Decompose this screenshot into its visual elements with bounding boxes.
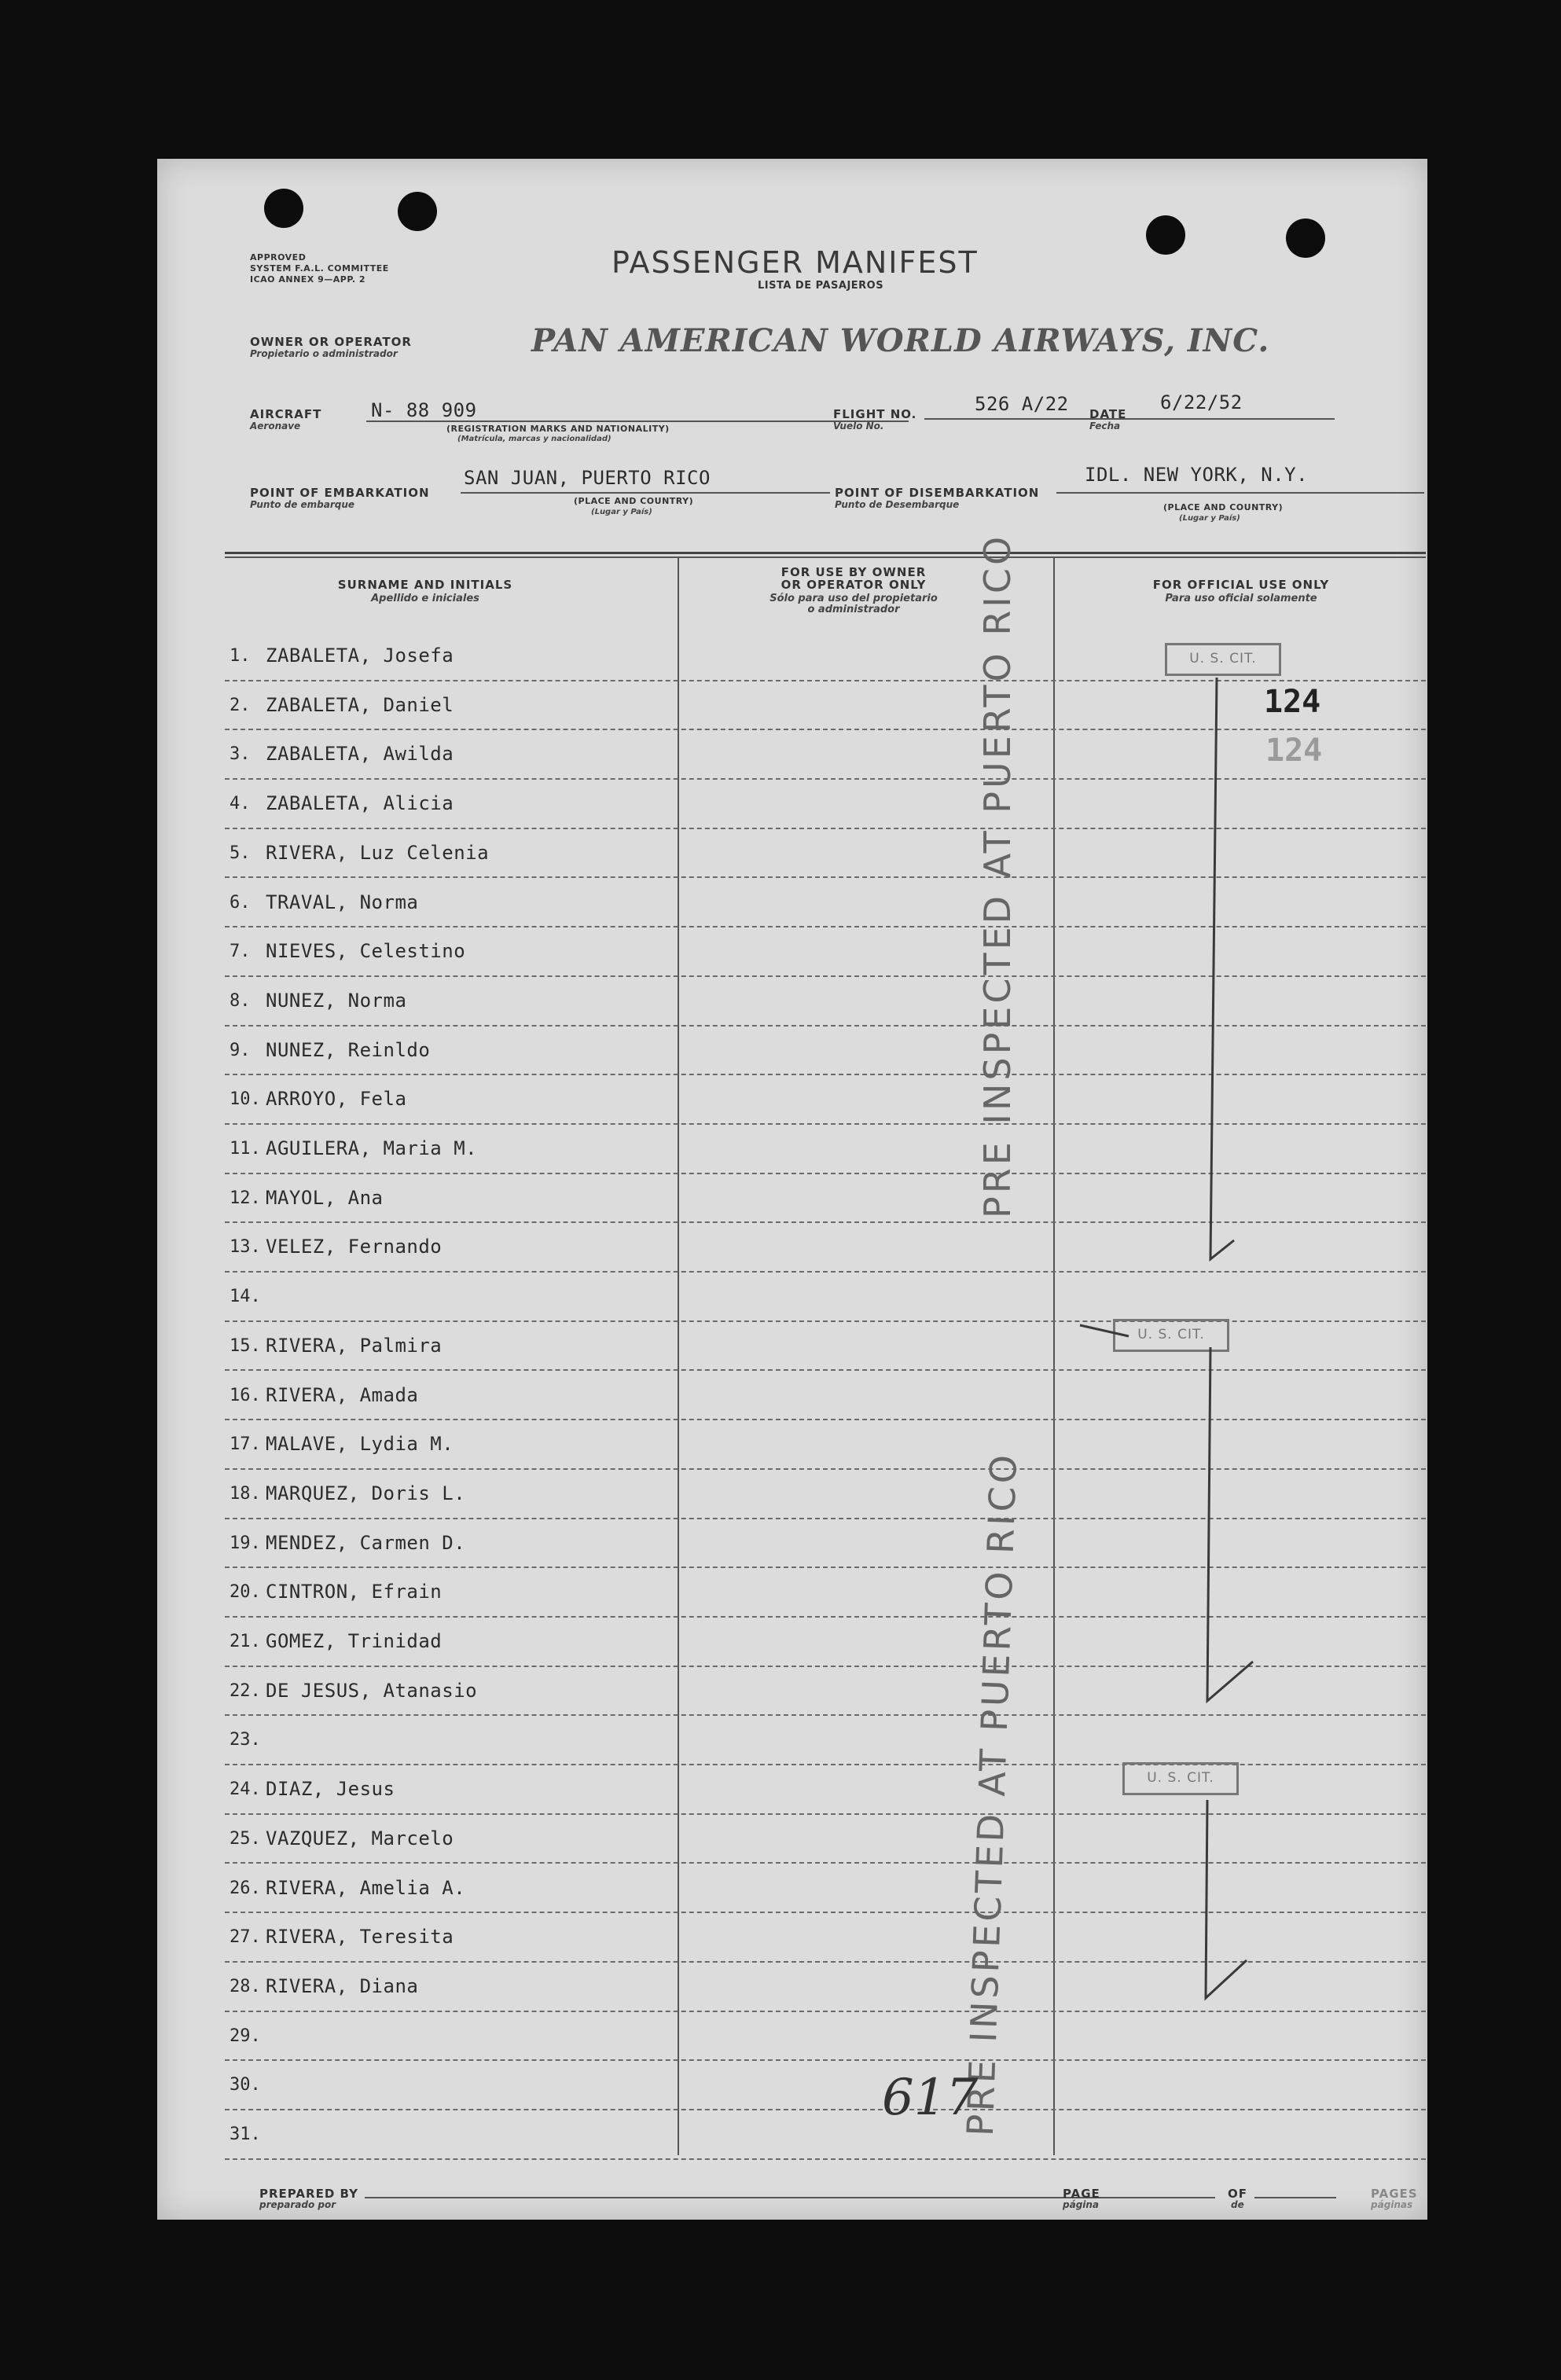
- pages-label-es: páginas: [1371, 2199, 1413, 2210]
- row-number: 18.: [230, 1483, 261, 1504]
- owner-label-es: Propietario o administrador: [250, 348, 398, 359]
- row-number: 4.: [230, 794, 251, 814]
- row-number: 25.: [230, 1828, 261, 1849]
- passenger-name: ZABALETA, Daniel: [266, 693, 454, 716]
- handwritten-note: 617: [882, 2069, 979, 2127]
- column-owner-heading-es-1: Sólo para uso del propietario: [769, 593, 938, 604]
- flight-value: 526 A/22: [975, 393, 1069, 415]
- passenger-name: ZABALETA, Awilda: [266, 743, 454, 766]
- preinspected-stamp-1: PRE INSPECTED AT PUERTO RICO: [976, 533, 1019, 1218]
- us-cit-stamp-3: U. S. CIT.: [1122, 1762, 1239, 1795]
- passenger-name: RIVERA, Teresita: [266, 1926, 454, 1948]
- us-cit-stamp-2: U. S. CIT.: [1113, 1319, 1229, 1352]
- passenger-name: RIVERA, Amelia A.: [266, 1876, 466, 1899]
- flight-label: FLIGHT NO.: [833, 407, 917, 421]
- page-subtitle: LISTA DE PASAJEROS: [758, 280, 884, 292]
- passenger-name: CINTRON, Efrain: [266, 1581, 443, 1603]
- row-number: 1.: [230, 646, 251, 666]
- disembarkation-place-note: (PLACE AND COUNTRY): [1163, 502, 1284, 512]
- passenger-name: AGUILERA, Maria M.: [266, 1137, 478, 1159]
- passenger-name: GOMEZ, Trinidad: [266, 1630, 443, 1652]
- row-number: 31.: [230, 2125, 261, 2144]
- prepared-by-label: PREPARED BY: [259, 2187, 358, 2201]
- date-value: 6/22/52: [1160, 391, 1243, 413]
- aircraft-value: N- 88 909: [371, 399, 477, 421]
- passenger-name: RIVERA, Luz Celenia: [266, 841, 490, 864]
- approved-line-3: ICAO ANNEX 9—APP. 2: [250, 274, 366, 285]
- embarkation-label: POINT OF EMBARKATION: [250, 486, 430, 500]
- passenger-name: RIVERA, Palmira: [266, 1334, 443, 1357]
- aircraft-label-es: Aeronave: [250, 421, 301, 432]
- disembarkation-label-es: Punto de Desembarque: [835, 499, 960, 510]
- embarkation-value: SAN JUAN, PUERTO RICO: [464, 467, 711, 489]
- row-number: 2.: [230, 695, 251, 715]
- passenger-name: MARQUEZ, Doris L.: [266, 1482, 466, 1504]
- date-label: DATE: [1089, 407, 1127, 421]
- column-official-heading-es: Para uso oficial solamente: [1165, 593, 1317, 604]
- passenger-name: RIVERA, Diana: [266, 1974, 419, 1997]
- us-cit-stamp-1: U. S. CIT.: [1165, 643, 1281, 676]
- row-number: 7.: [230, 942, 251, 962]
- row-number: 29.: [230, 2026, 261, 2046]
- row-number: 28.: [230, 1976, 261, 1996]
- row-number: 23.: [230, 1730, 261, 1750]
- row-number: 30.: [230, 2075, 261, 2095]
- page-title: PASSENGER MANIFEST: [612, 245, 979, 280]
- flight-label-es: Vuelo No.: [833, 421, 884, 432]
- passenger-name: NIEVES, Celestino: [266, 940, 466, 963]
- passenger-name: VAZQUEZ, Marcelo: [266, 1827, 454, 1849]
- prepared-by-label-es: preparado por: [259, 2199, 336, 2210]
- preinspected-stamp-2: PRE INSPECTED AT PUERTO RICO: [958, 1451, 1026, 2137]
- column-surname-heading: SURNAME AND INITIALS: [337, 578, 513, 592]
- passenger-name: DE JESUS, Atanasio: [266, 1679, 478, 1702]
- passenger-name: TRAVAL, Norma: [266, 891, 419, 913]
- row-number: 21.: [230, 1632, 261, 1651]
- row-number: 17.: [230, 1434, 261, 1455]
- approved-line-2: SYSTEM F.A.L. COMMITTEE: [250, 263, 389, 274]
- aircraft-label: AIRCRAFT: [250, 407, 322, 421]
- row-number: 3.: [230, 744, 251, 765]
- row-number: 12.: [230, 1188, 261, 1208]
- row-number: 5.: [230, 843, 251, 863]
- column-owner-heading-1: FOR USE BY OWNER: [780, 565, 927, 579]
- row-number: 16.: [230, 1385, 261, 1405]
- row-number: 20.: [230, 1582, 261, 1603]
- column-surname-heading-es: Apellido e iniciales: [371, 593, 479, 604]
- passenger-name: MALAVE, Lydia M.: [266, 1433, 454, 1456]
- airline-name: PAN AMERICAN WORLD AIRWAYS, INC.: [531, 322, 1270, 359]
- approved-line-1: APPROVED: [250, 252, 307, 263]
- passenger-name: ARROYO, Fela: [266, 1088, 407, 1111]
- passenger-name: DIAZ, Jesus: [266, 1778, 395, 1801]
- page-label-es: página: [1063, 2199, 1100, 2210]
- page-label: PAGE: [1063, 2187, 1100, 2201]
- row-number: 8.: [230, 990, 251, 1011]
- pages-label: PAGES: [1371, 2187, 1418, 2201]
- disembarkation-label: POINT OF DISEMBARKATION: [835, 486, 1040, 500]
- owner-label: OWNER OR OPERATOR: [250, 335, 412, 349]
- disembarkation-value: IDL. NEW YORK, N.Y.: [1085, 464, 1309, 486]
- row-number: 13.: [230, 1237, 261, 1258]
- column-owner-heading-2: OR OPERATOR ONLY: [780, 578, 927, 592]
- passenger-name: MAYOL, Ana: [266, 1186, 384, 1209]
- embarkation-place-note: (PLACE AND COUNTRY): [574, 496, 694, 506]
- row-number: 22.: [230, 1680, 261, 1701]
- row-number: 10.: [230, 1089, 261, 1110]
- date-label-es: Fecha: [1089, 421, 1121, 432]
- column-official-heading: FOR OFFICIAL USE ONLY: [1152, 578, 1330, 592]
- passenger-name: MENDEZ, Carmen D.: [266, 1531, 466, 1554]
- registration-note-es: (Matrícula, marcas y nacionalidad): [457, 435, 612, 443]
- embarkation-label-es: Punto de embarque: [250, 499, 355, 510]
- passenger-name: VELEZ, Fernando: [266, 1236, 443, 1258]
- passenger-count-light: 124: [1265, 733, 1323, 769]
- passenger-name: ZABALETA, Josefa: [266, 645, 454, 667]
- row-number: 24.: [230, 1779, 261, 1800]
- column-owner-heading-es-2: o administrador: [807, 604, 900, 615]
- row-number: 9.: [230, 1040, 251, 1060]
- embarkation-place-note-es: (Lugar y País): [591, 508, 652, 516]
- passenger-name: NUNEZ, Reinldo: [266, 1038, 431, 1061]
- registration-note: (REGISTRATION MARKS AND NATIONALITY): [446, 424, 670, 434]
- row-number: 26.: [230, 1878, 261, 1898]
- of-label: OF: [1228, 2187, 1247, 2201]
- row-number: 14.: [230, 1287, 261, 1307]
- row-number: 6.: [230, 892, 251, 913]
- passenger-name: NUNEZ, Norma: [266, 989, 407, 1012]
- row-number: 15.: [230, 1335, 261, 1356]
- of-label-es: de: [1231, 2199, 1244, 2210]
- row-number: 27.: [230, 1927, 261, 1948]
- manifest-sheet: [157, 159, 1427, 2220]
- passenger-name: RIVERA, Amada: [266, 1383, 419, 1406]
- passenger-name: ZABALETA, Alicia: [266, 792, 454, 815]
- disembarkation-place-note-es: (Lugar y País): [1179, 514, 1240, 523]
- passenger-count-dark: 124: [1264, 684, 1321, 720]
- pencil-brackets: [157, 159, 1427, 2220]
- row-number: 19.: [230, 1533, 261, 1553]
- row-number: 11.: [230, 1139, 261, 1159]
